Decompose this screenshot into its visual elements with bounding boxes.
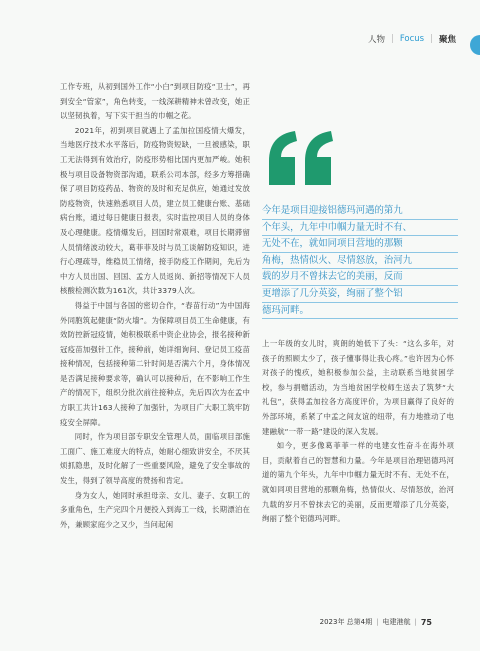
paragraph: 得益于中国与各国的密切合作，“春苗行动”为中国海外同胞筑起健康“防火墙”。为保障项目员工生命健康，有效防控新冠疫情，她积极联系中资企业协会，报名接种新冠疫苗加强针工作，接种前，她详细询问、登记员工疫苗接种情况，包括接种第二针时间是否满六个月，身体情况是否满足接种要求等，确认可以接种后，在不影响工作生产的情况下，组织分批次前往接种点，先后四次为在孟中方职工共计163人接种了加强针，为项目广大职工筑牢防疫安全屏障。	[60, 300, 250, 427]
paragraph: 如今，更多像葛菲菲一样的电建女性奋斗在海外项目，贡献着自己的智慧和力量。今年是项目治理铝德玛河道的第九个年头，九年中巾帼力量无时不有、无处不在，就如同项目营地的那颗角梅，热情似火、尽情怒放，治河九载的岁月不曾抹去它的美丽，反而更增添了几分英姿，绚丽了整个铝德玛河畔。	[262, 441, 454, 524]
page-header	[368, 33, 456, 45]
paragraph: 身为女人，她同时承担母亲、女儿、妻子、女职工的多重角色，生产完四个月便投入到海工一线，长期漂泊在外，兼顾家庭少之又少，当问起闲	[60, 490, 250, 529]
pull-quote-line: 更增添了几分英姿，绚丽了整个铝	[262, 286, 458, 303]
pull-quote-line: 德玛河畔。	[262, 303, 458, 320]
left-text-column	[60, 80, 250, 532]
right-text-column	[262, 337, 454, 527]
issue-label: 2023年 总第4期	[319, 618, 373, 626]
pull-quote-line: 个年头，九年中巾帼力量无时不有、	[262, 220, 458, 237]
footer-separator: |	[414, 618, 417, 626]
pull-quote-line: 今年是项目迎接铝德玛河遇的第九	[262, 203, 458, 220]
focus-label: Focus	[399, 34, 425, 44]
header-separator: |	[390, 34, 394, 44]
paragraph: 上一年级的女儿时，爽朗的她低下了头：“这么多年，对孩子的照顾太少了，孩子懂事得让我心疼。”也许因为心怀对孩子的愧疚，她积极参加公益，主动联系当地贫困学校，参与捐赠活动，为当地贫困学校师生送去了筑梦“大礼包”，获得孟加拉各方高度评价，为项目赢得了良好的外部环境，系紧了中孟之间友谊的纽带，有力地推动了电建融航“一带一路”建设的深入发展。	[262, 339, 454, 436]
page-number: 75	[420, 617, 432, 627]
page-footer	[320, 617, 432, 627]
paragraph: 工作专班，从初到国外工作“小白”到项目防疫“卫士”，再到安全“管家”，角色转变，一线深耕精神未曾改变，她正以坚韧执着，写下实干担当的巾帼之花。	[60, 82, 250, 121]
footer-separator: |	[376, 618, 379, 626]
pull-quote-line: 无处不在，就如同项目营地的那颗	[262, 236, 458, 253]
publication-name: 电建港航	[382, 618, 411, 626]
paragraph: 同时，作为项目部专职安全管理人员，面临项目部施工面广、施工难度大的特点，她耐心细致讲安全，不厌其烦抓隐患，及时化解了一些重要风险，避免了安全事故的发生，得到了领导高度的赞扬和肯定。	[60, 432, 250, 486]
paragraph: 2021年，初到项目就遇上了孟加拉国疫情大爆发，当地医疗技术水平落后，防疫物资短缺，一旦被感染，职工无法得到有效治疗，防疫形势相比国内更加严峻。她积极与项目设备物资部沟通，联系公司本部，经多方筹措确保了项目防疫药品、物资的及时和充足供应，她通过发放防疫物资，快速熟悉项目人员，建立员工健康台账、基础病台账，通过每日健康日报表，实时监控项目人员的身体及心理健康。疫情爆发后，回国时常艰难，项目长期滞留人员情绪波动较大，葛菲菲及时与员工谈解防疫知识，进行心理疏导，维稳员工情绪，接手防疫工作期间，先后为中方人员出国、回国、孟方人员返岗、新招等情况下人员核酸检测次数为161次，共计3379人次。	[60, 125, 250, 296]
pull-quote-line: 角梅，热情似火、尽情怒放，治河九	[262, 253, 458, 270]
pull-quote	[262, 203, 458, 319]
header-separator: |	[430, 34, 433, 44]
section-tab-marker	[470, 35, 480, 55]
quote-mark-icon	[265, 127, 335, 187]
pull-quote-line: 载的岁月不曾抹去它的美丽，反而	[262, 269, 458, 286]
section-title: 聚焦	[438, 35, 456, 45]
section-label: 人物	[367, 35, 385, 45]
